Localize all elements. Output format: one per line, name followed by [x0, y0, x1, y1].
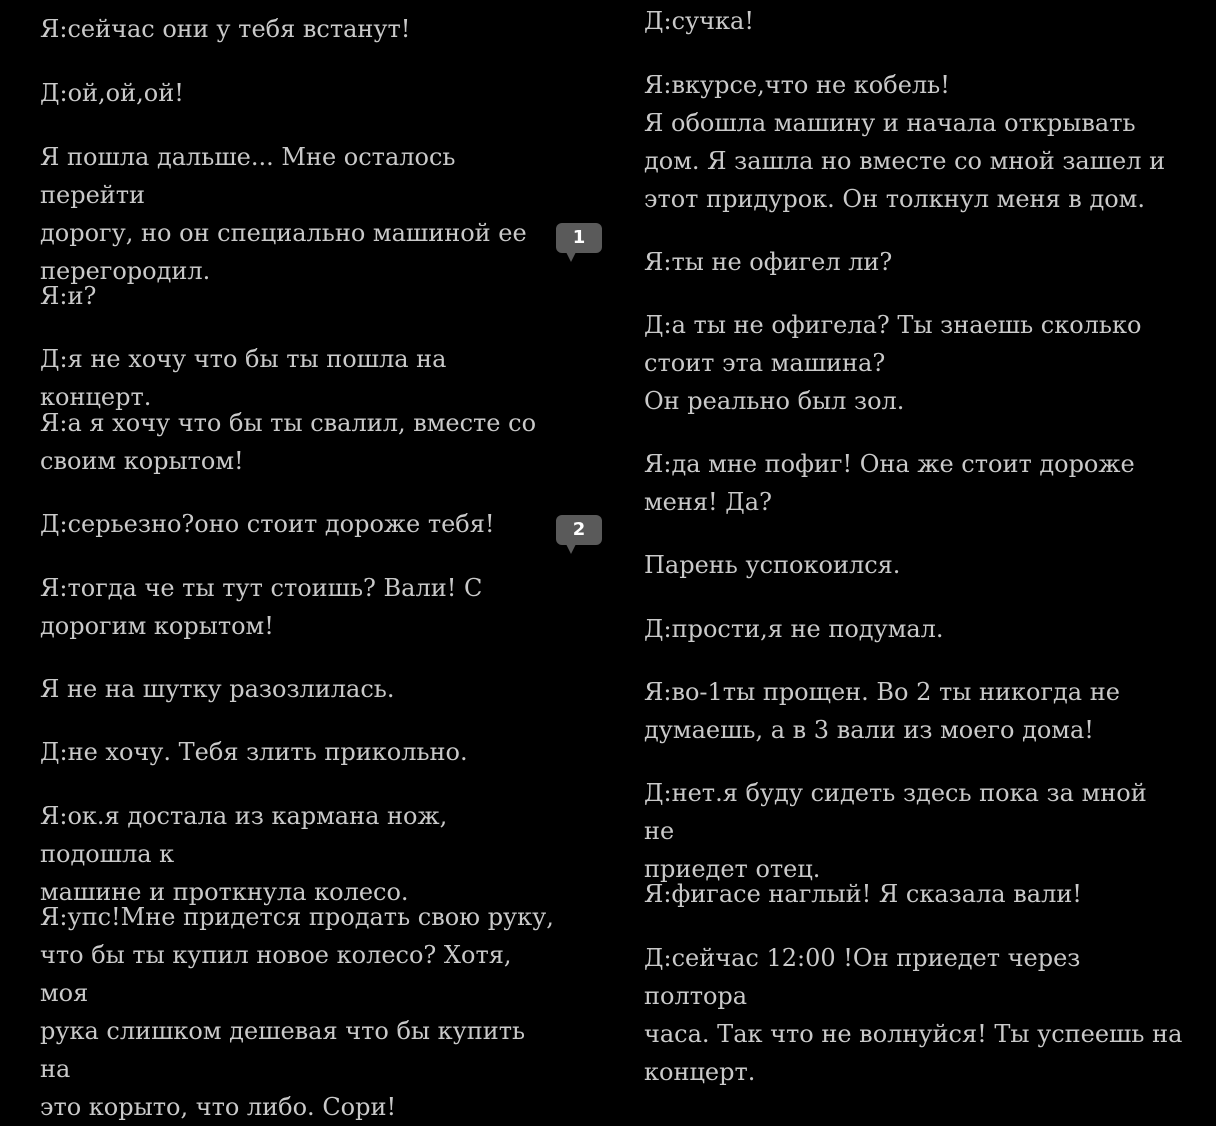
comment-count-badge[interactable]: 2: [556, 515, 602, 545]
paragraph: Я пошла дальше... Мне осталось перейти дорогу, но он специально машиной ее перегородил.: [40, 143, 527, 285]
paragraph: Я:а я хочу что бы ты свалил, вместе со своим корытом!: [40, 409, 537, 475]
paragraph: Д:сучка!: [644, 7, 754, 35]
paragraph: Парень успокоился.: [644, 551, 901, 579]
paragraph: Д:нет.я буду сидеть здесь пока за мной не приедет отец.: [644, 779, 1147, 883]
paragraph: Д:я не хочу что бы ты пошла на концерт.: [40, 345, 455, 411]
paragraph: Я:сейчас они у тебя встанут!: [40, 15, 411, 43]
paragraph: Д:а ты не офигела? Ты знаешь сколько стоит эта машина? Он реально был зол.: [644, 311, 1142, 415]
paragraph: Я:упс!Мне придется продать свою руку, что бы ты купил новое колесо? Хотя, моя рука слишком дешевая что бы купить на это корыто, что либо. Сори!: [40, 903, 554, 1121]
paragraph: Д:сейчас 12:00 !Он приедет через полтора часа. Так что не волнуйся! Ты успеешь на концерт.: [644, 944, 1183, 1086]
paragraph: Я:и?: [40, 282, 97, 310]
paragraph: Я:ок.я достала из кармана нож, подошла к машине и проткнула колесо.: [40, 802, 448, 906]
paragraph: Д:не хочу. Тебя злить прикольно.: [40, 738, 468, 766]
paragraph: Я:во-1ты прощен. Во 2 ты никогда не думаешь, а в 3 вали из моего дома!: [644, 678, 1120, 744]
paragraph: Д:ой,ой,ой!: [40, 79, 184, 107]
paragraph: Я:вкурсе,что не кобель! Я обошла машину и начала открывать дом. Я зашла но вместе со мной зашел и этот придурок. Он толкнул меня в дом.: [644, 71, 1166, 213]
paragraph: Я:тогда че ты тут стоишь? Вали! С дорогим корытом!: [40, 574, 483, 640]
paragraph: Я:да мне пофиг! Она же стоит дороже меня! Да?: [644, 450, 1135, 516]
comment-count-badge[interactable]: 1: [556, 223, 602, 253]
paragraph: Я:ты не офигел ли?: [644, 248, 893, 276]
paragraph: Я не на шутку разозлилась.: [40, 675, 395, 703]
paragraph: Д:прости,я не подумал.: [644, 615, 944, 643]
paragraph: Я:фигасе наглый! Я сказала вали!: [644, 880, 1082, 908]
paragraph: Д:серьезно?оно стоит дороже тебя!: [40, 510, 495, 538]
